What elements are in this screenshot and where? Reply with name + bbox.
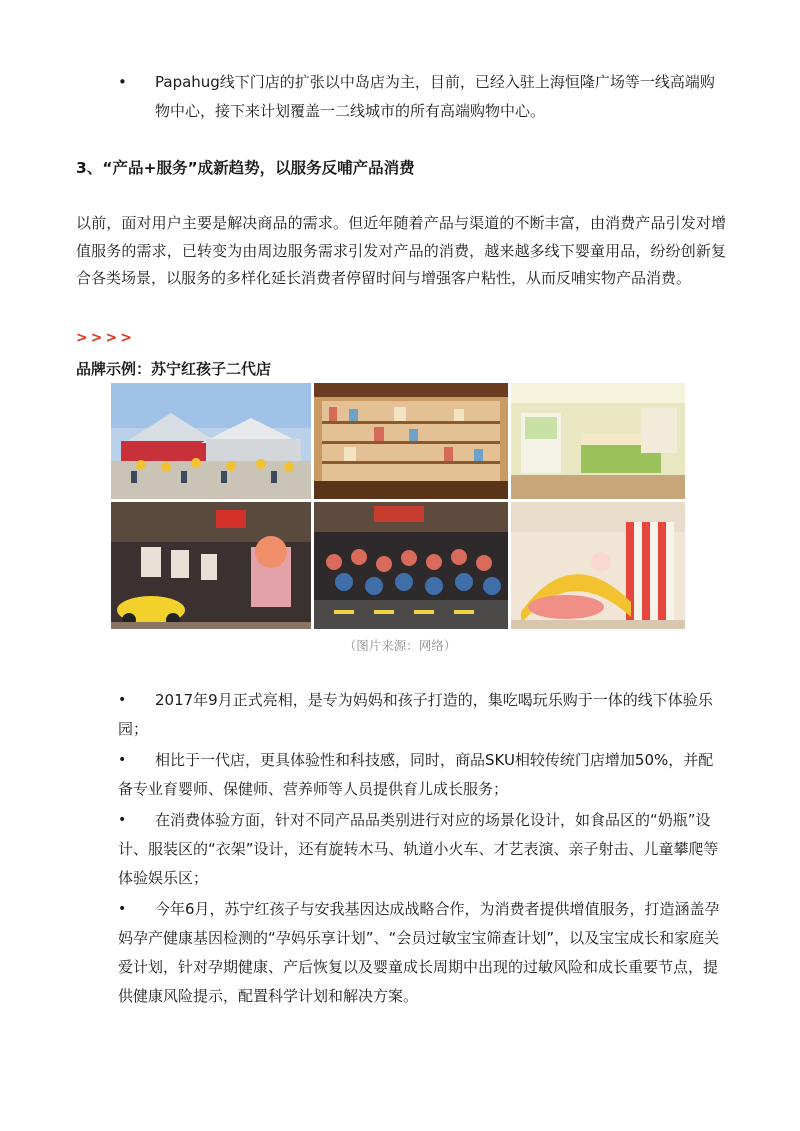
brand-example-label: 品牌示例：苏宁红孩子二代店	[76, 360, 272, 378]
store-photo-collage	[111, 383, 685, 632]
body-paragraph: 以前，面对用户主要是解决商品的需求。但近年随着产品与渠道的不断丰富，由消费产品引发对增值服务的需求，已转变为由周边服务需求引发对产品的消费，越来越多线下婴童用品，纷纷创新复合各类场景，以服务的多样化延长消费者停留时间与增强客户粘性，从而反哺实物产品消费。	[76, 214, 726, 287]
list-item-text: 今年6月，苏宁红孩子与安我基因达成战略合作，为消费者提供增值服务，打造涵盖孕妈孕产健康基因检测的“孕妈乐享计划”、“会员过敏宝宝筛查计划”，以及宝宝成长和家庭关爱计划，针对孕期健康、产后恢复以及婴童成长周期中出现的过敏风险和成长重要节点，提供健康风险提示，配置科学计划和解决方案。	[118, 900, 720, 1005]
list-item	[118, 806, 728, 893]
bullet-text: Papahug线下门店的扩张以中岛店为主，目前，已经入驻上海恒隆广场等一线高端购物中心，接下来计划覆盖一二线城市的所有高端购物中心。	[155, 73, 715, 120]
photo-toy-cars	[111, 502, 311, 629]
bullet-marker: •	[118, 73, 127, 91]
list-item	[118, 746, 728, 804]
list-item-text: 在消费体验方面，针对不同产品品类别进行对应的场景化设计，如食品区的“奶瓶”设计、服装区的“衣架”设计，还有旋转木马、轨道小火车、才艺表演、亲子射击、儿童攀爬等体验娱乐区；	[118, 811, 719, 887]
feature-list	[118, 686, 728, 1011]
section-heading: 3、“产品+服务”成新趋势，以服务反哺产品消费	[76, 159, 415, 177]
photo-wooden-shelves	[314, 383, 508, 499]
photo-kids-bedroom	[511, 383, 685, 499]
image-caption: （图片来源：网络）	[343, 638, 457, 653]
bullet-marker: •	[118, 752, 127, 768]
bullet-marker: •	[118, 812, 127, 828]
photo-outdoor-event	[111, 383, 311, 499]
photo-play-area	[511, 502, 685, 629]
bullet-marker: •	[118, 901, 127, 917]
arrow-decoration: >>>>	[76, 330, 135, 346]
bullet-item-papahug	[118, 68, 728, 126]
photo-children-crowd	[314, 502, 508, 629]
list-item	[118, 686, 728, 744]
list-item	[118, 895, 728, 1011]
bullet-marker: •	[118, 692, 127, 708]
list-item-text: 相比于一代店，更具体验性和科技感，同时，商品SKU相较传统门店增加50%，并配备专业育婴师、保健师、营养师等人员提供育儿成长服务；	[118, 751, 714, 798]
list-item-text: 2017年9月正式亮相，是专为妈妈和孩子打造的，集吃喝玩乐购于一体的线下体验乐园；	[118, 691, 713, 738]
